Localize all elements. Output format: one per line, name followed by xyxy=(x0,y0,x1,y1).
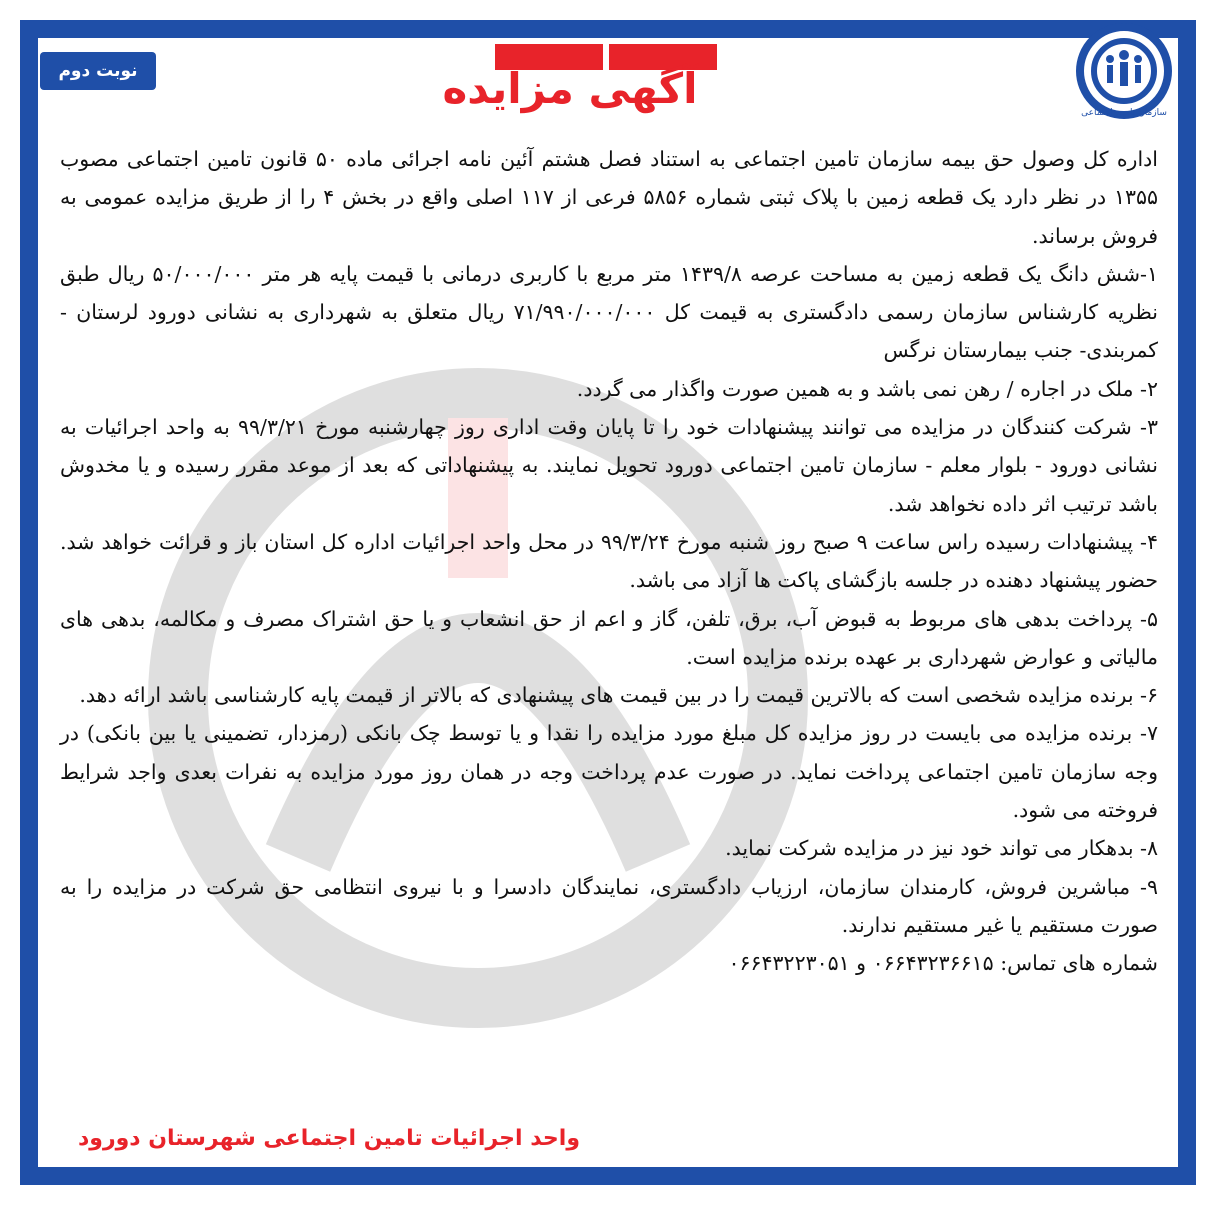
list-item: ۵- پرداخت بدهی های مربوط به قبوض آب، برق، تلفن، گاز و اعم از حق انشعاب و یا حق اشتراک مصرف و مکالمه، بدهی های مالیاتی و عوارض شهرداری بر عهده برنده مزایده است. xyxy=(60,606,1158,669)
intro-paragraph: اداره کل وصول حق بیمه سازمان تامین اجتماعی به استناد فصل هشتم آئین نامه اجرائی ماده ۵۰ قانون تامین اجتماعی مصوب ۱۳۵۵ در نظر دارد یک قطعه زمین با پلاک ثبتی شماره ۵۸۵۶ فرعی از ۱۱۷ اصلی واقع در بخش ۴ را از طریق مزایده عمومی به فروش برساند. xyxy=(60,147,1159,248)
list-item: ۷- برنده مزایده می بایست در روز مزایده کل مبلغ مورد مزایده را نقدا و یا توسط چک بانکی (رمزدار، تضمینی یا بین بانکی) در وجه سازمان تامین اجتماعی پرداخت نماید. در صورت عدم پرداخت وجه در همان روز مورد مزایده به نفرات بعدی واجد شرایط فروخته می شود. xyxy=(60,721,1158,823)
list-item: ۹- مباشرین فروش، کارمندان سازمان، ارزیاب دادگستری، نمایندگان دادسرا و با نیروی انتظامی حق شرکت در مزایده را به صورت مستقیم یا غیر مستقیم ندارند. xyxy=(60,874,1158,937)
contact-numbers: شماره های تماس: ۰۶۶۴۳۲۳۶۶۱۵ و ۰۶۶۴۳۲۲۳۰۵۱ xyxy=(728,951,1158,976)
list-item: ۳- شرکت کنندگان در مزایده می توانند پیشنهادات خود را تا پایان وقت اداری روز چهارشنبه مورخ ۹۹/۳/۲۱ به واحد اجرائیات به نشانی دورود - بلوار معلم - سازمان تامین اجتماعی دورود تحویل نمایند. به پیشنهاداتی که بعد از موعد مقرر رسیده و یا مخدوش باشد ترتیب اثر داده نخواهد شد. xyxy=(60,415,1158,516)
list-item: ۸- بدهکار می تواند خود نیز در مزایده شرکت نماید. xyxy=(725,836,1158,861)
list-item: ۲- ملک در اجاره / رهن نمی باشد و به همین صورت واگذار می گردد. xyxy=(576,376,1158,401)
notice-body xyxy=(60,140,1158,983)
page-title: آگهی مزایده xyxy=(442,64,698,113)
list-item: ۶- برنده مزایده شخصی است که بالاترین قیمت را در بین قیمت های پیشنهادی که بالاتر از قیمت پایه کارشناسی باشد ارائه دهد. xyxy=(79,683,1158,708)
list-item: ۴- پیشنهادات رسیده راس ساعت ۹ صبح روز شنبه مورخ ۹۹/۳/۲۴ در محل واحد اجرائیات اداره کل استان باز و قرائت خواهد شد. حضور پیشنهاد دهنده در جلسه بازگشای پاکت ها آزاد می باشد. xyxy=(60,529,1158,593)
logo-caption: سازمان تامین اجتماعی xyxy=(1081,108,1167,118)
notice-round-badge: نوبت دوم xyxy=(40,52,156,90)
list-item: ۱-شش دانگ یک قطعه زمین به مساحت عرصه ۱۴۳۹/۸ متر مربع با کاربری درمانی با قیمت پایه هر متر ۵۰/۰۰۰/۰۰۰ ریال طبق نظریه کارشناس سازمان رسمی دادگستری به قیمت کل ۷۱/۹۹۰/۰۰۰/۰۰۰ ریال متعلق به شهرداری به نشانی دورود لرستان - کمربندی- جنب بیمارستان نرگس xyxy=(60,261,1158,363)
issuer-signature: واحد اجرائیات تامین اجتماعی شهرستان دورود xyxy=(78,1126,580,1151)
